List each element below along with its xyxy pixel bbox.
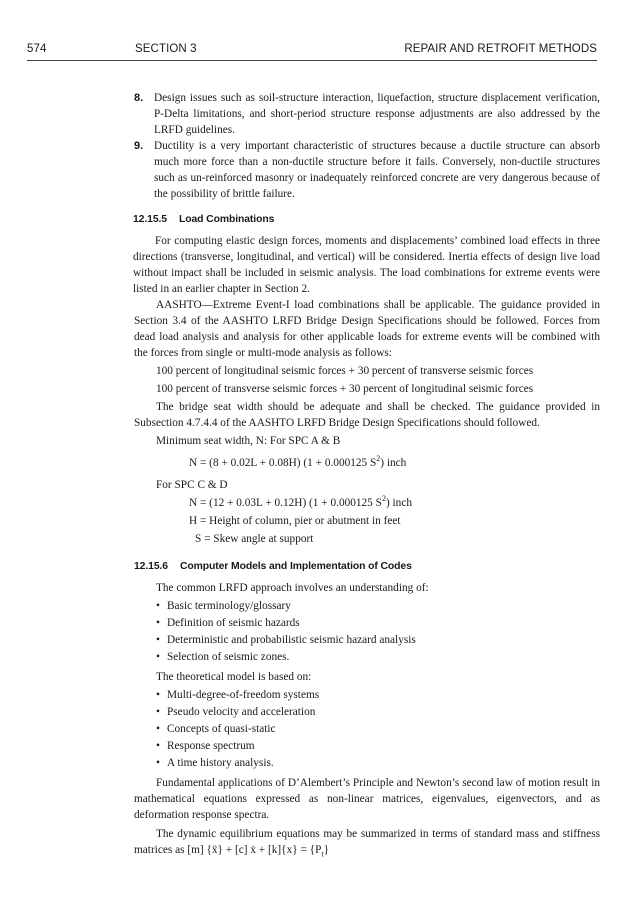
combination-line: 100 percent of longitudinal seismic forces + 30 percent of transverse seismic forces xyxy=(156,365,534,377)
equation-spc-cd xyxy=(189,495,600,511)
section-heading xyxy=(133,212,600,228)
paragraph: The bridge seat width should be adequate and shall be checked. The guidance provided in Subsection 4.7.4.4 of the AASHTO LRFD Bridge Design Specifications should followed. xyxy=(134,401,600,429)
equation-body: N = (8 + 0.02L + 0.08H) (1 + 0.000125 S xyxy=(189,457,377,469)
list-item: • Response spectrum xyxy=(156,738,600,754)
section-title: Computer Models and Implementation of Codes xyxy=(179,561,412,572)
list-item: • Basic terminology/glossary xyxy=(156,598,600,614)
bullet-list xyxy=(156,687,600,771)
combination-line: 100 percent of transverse seismic forces + 30 percent of longitudinal seismic forces xyxy=(156,383,534,395)
equation-text: The dynamic equilibrium equations may be summarized in terms of standard mass and stiffness matrices as [m] {ẍ} + [c] ẋ + [k]{x} = {P xyxy=(134,828,600,856)
equation-body: N = (12 + 0.03L + 0.12H) (1 + 0.000125 S xyxy=(189,497,382,509)
seat-width-label: Minimum seat width, N: For SPC A & B xyxy=(156,435,341,447)
superscript: 2 xyxy=(381,494,386,504)
spc-cd-label: For SPC C & D xyxy=(156,479,228,491)
item-text: Design issues such as soil-structure interaction, liquefaction, structure displacement verification, P-Delta limitations, and short-period structure response adjustments are also addressed by the LRFD guidelines. xyxy=(154,92,600,136)
section-number: 12.15.5 xyxy=(133,214,167,225)
list-item: • Selection of seismic zones. xyxy=(156,649,600,665)
item-number: 9. xyxy=(134,140,144,152)
subscript: t xyxy=(321,849,324,859)
section-number: 12.15.6 xyxy=(134,561,168,572)
paragraph: Fundamental applications of D’Alembert’s Principle and Newton’s second law of motion result in mathematical equations expressed as non-linear matrices, eigenvalues, eigenvectors, and as deformation response spectra. xyxy=(134,777,600,821)
page-number: 574 xyxy=(27,43,47,55)
list-intro: The theoretical model is based on: xyxy=(156,671,312,683)
equation-tail: ) inch xyxy=(380,457,407,469)
bullet-list xyxy=(156,598,600,665)
numbered-item xyxy=(134,138,600,202)
numbered-item xyxy=(134,90,600,138)
item-number: 8. xyxy=(134,92,144,104)
running-header xyxy=(27,38,597,61)
section-title: Load Combinations xyxy=(178,214,275,225)
paragraph: AASHTO—Extreme Event-I load combinations shall be applicable. The guidance provided in Section 3.4 of the AASHTO LRFD Bridge Design Specifications should be followed. Forces from dead load analysis and analysis for other applicable loads for extreme events will be combined with the forces from single or multi-mode analysis as follows: xyxy=(134,299,600,359)
list-item: • Deterministic and probabilistic seismic hazard analysis xyxy=(156,632,600,648)
equation-tail: ) inch xyxy=(385,497,412,509)
section-label: SECTION 3 xyxy=(135,43,197,55)
running-title: REPAIR AND RETROFIT METHODS xyxy=(404,43,597,55)
list-item: • Multi-degree-of-freedom systems xyxy=(156,687,600,703)
superscript: 2 xyxy=(376,454,381,464)
paragraph xyxy=(134,826,600,858)
item-text: Ductility is a very important characteristic of structures because a ductile structure can absorb much more force than a non-ductile structure before it fails. Conversely, non-ductile structures such as un-reinforced masonry or inadequately reinforced concrete are very dangerous because of the possibility of brittle failure. xyxy=(154,140,600,200)
list-item: • Definition of seismic hazards xyxy=(156,615,600,631)
list-item: • Concepts of quasi-static xyxy=(156,721,600,737)
page-body xyxy=(134,90,600,858)
definition-h: H = Height of column, pier or abutment in feet xyxy=(189,515,401,527)
section-heading xyxy=(134,559,600,575)
list-item: • A time history analysis. xyxy=(156,755,600,771)
equation-spc-ab xyxy=(189,455,600,471)
definition-s: S = Skew angle at support xyxy=(195,533,314,545)
list-intro: The common LRFD approach involves an understanding of: xyxy=(156,582,429,594)
paragraph: For computing elastic design forces, moments and displacements’ combined load effects in three directions (transverse, longitudinal, and vertical) will be considered. Inertia effects of design live load without impact shall be included in seismic analysis. The load combinations for extreme events were listed in an earlier chapter in Section 2. xyxy=(133,235,600,295)
equation-close: } xyxy=(323,844,330,856)
list-item: • Pseudo velocity and acceleration xyxy=(156,704,600,720)
